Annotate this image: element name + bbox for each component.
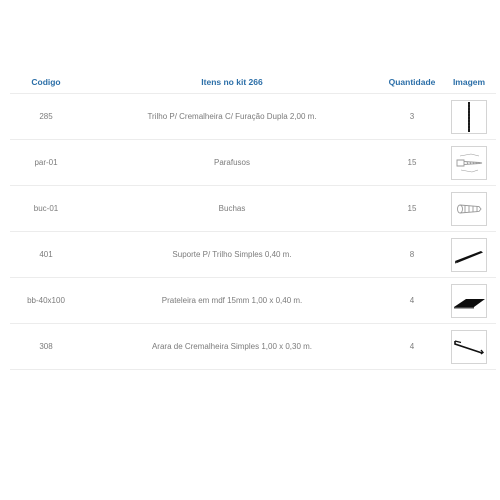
row-image [442, 192, 496, 226]
row-code: bb-40x100 [27, 296, 65, 305]
table-header [10, 70, 496, 94]
row-code: par-01 [34, 158, 58, 167]
table-row [10, 94, 496, 140]
row-code: 308 [39, 342, 53, 351]
header-quantity: Quantidade [388, 76, 436, 87]
row-quantity: 15 [407, 204, 417, 213]
row-quantity: 3 [409, 112, 415, 121]
rail-icon [451, 100, 487, 134]
clothes-rail-icon [451, 330, 487, 364]
row-image [442, 284, 496, 318]
row-code: buc-01 [33, 204, 59, 213]
row-quantity: 4 [409, 296, 415, 305]
header-image: Imagem [452, 76, 486, 87]
row-quantity: 4 [409, 342, 415, 351]
row-description: Parafusos [213, 158, 251, 167]
row-description: Arara de Cremalheira Simples 1,00 x 0,30 m. [151, 342, 313, 351]
row-image [442, 100, 496, 134]
table-row [10, 278, 496, 324]
header-code: Codigo [31, 76, 61, 87]
row-quantity: 15 [407, 158, 417, 167]
row-image [442, 330, 496, 364]
kit-items-table [10, 70, 496, 370]
header-items: Itens no kit 266 [201, 76, 263, 87]
row-description: Trilho P/ Cremalheira C/ Furação Dupla 2,00 m. [147, 112, 317, 121]
shelf-icon [451, 284, 487, 318]
table-row [10, 324, 496, 370]
table-row [10, 186, 496, 232]
screw-icon [451, 146, 487, 180]
row-quantity: 8 [409, 250, 415, 259]
row-code: 285 [39, 112, 53, 121]
row-code: 401 [39, 250, 53, 259]
wall-plug-icon [451, 192, 487, 226]
row-description: Buchas [218, 204, 246, 213]
row-image [442, 146, 496, 180]
row-image [442, 238, 496, 272]
bracket-icon [451, 238, 487, 272]
row-description: Prateleira em mdf 15mm 1,00 x 0,40 m. [161, 296, 303, 305]
row-description: Suporte P/ Trilho Simples 0,40 m. [172, 250, 292, 259]
table-row [10, 140, 496, 186]
table-row [10, 232, 496, 278]
